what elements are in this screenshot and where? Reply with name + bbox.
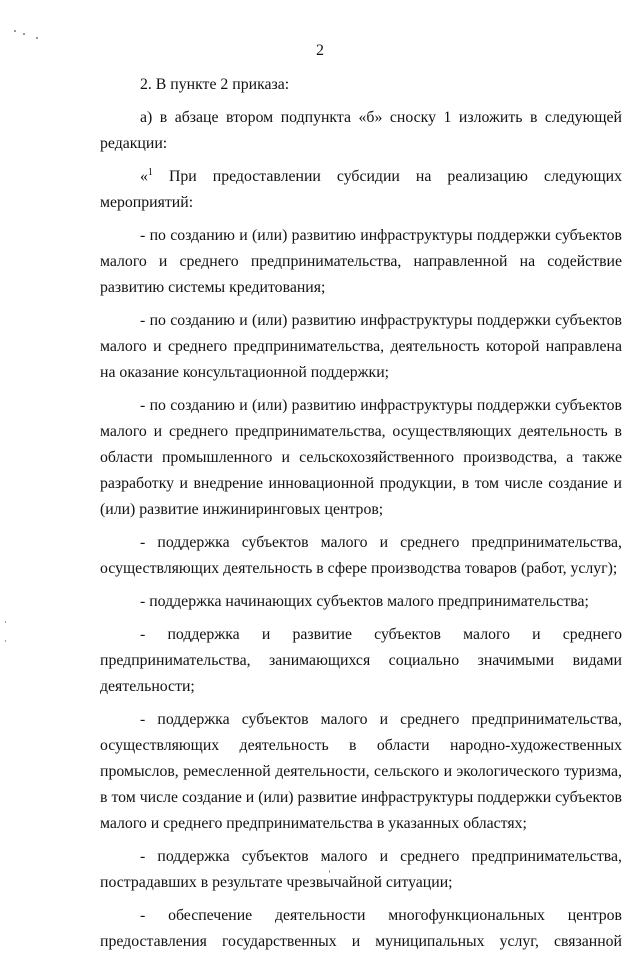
list-item: - обеспечение деятельности многофункциональных центров предоставления государственных и муниципальных услуг, связанной <box>100 907 622 950</box>
list-item: - по созданию и (или) развитию инфраструктуры поддержки субъектов малого и среднего предпринимательства, осуществляющих деятельность в области промышленного и сельскохозяйственного производства, а также разработку и внедрение инновационной продукции, в том числе создание и (или) развитие инжиниринговых центров; <box>100 397 622 518</box>
paragraph-item-2: 2. В пункте 2 приказа: <box>140 76 290 93</box>
scan-speck <box>5 640 6 642</box>
scan-speck <box>5 621 6 623</box>
footnote-marker: 1 <box>147 167 153 178</box>
list-item: - поддержка субъектов малого и среднего предпринимательства, пострадавших в результате чрезвычайной ситуации; <box>100 848 622 891</box>
scan-speck <box>14 30 16 32</box>
list-item: - поддержка начинающих субъектов малого предпринимательства; <box>140 593 589 610</box>
paragraph-subitem-a: а) в абзаце втором подпункта «б» сноску 1 изложить в следующей редакции: <box>100 109 622 152</box>
scan-speck <box>23 33 25 35</box>
list-item: - поддержка субъектов малого и среднего предпринимательства, осуществляющих деятельность в сфере производства товаров (работ, услуг); <box>100 534 622 577</box>
list-item: - поддержка и развитие субъектов малого и среднего предпринимательства, занимающихся социально значимыми видами деятельности; <box>100 626 622 695</box>
scan-speck <box>36 37 38 39</box>
list-item: - по созданию и (или) развитию инфраструктуры поддержки субъектов малого и среднего предпринимательства, деятельность которой направлена на оказание консультационной поддержки; <box>100 312 622 381</box>
open-quote: « <box>140 168 148 185</box>
list-item: - поддержка субъектов малого и среднего предпринимательства, осуществляющих деятельность в области народно-художественных промыслов, ремесленной деятельности, сельского и экологического туризма, в том числе создание и (или) развитие инфраструктуры поддержки субъектов малого и среднего предпринимательства в указанных областях; <box>100 711 622 832</box>
page-number: 2 <box>316 42 324 59</box>
footnote-intro <box>100 164 622 216</box>
list-item: - по созданию и (или) развитию инфраструктуры поддержки субъектов малого и среднего предпринимательства, направленной на содействие развитию системы кредитования; <box>100 227 622 296</box>
footnote-intro-text: При предоставлении субсидии на реализацию следующих мероприятий: <box>100 168 622 211</box>
document-body <box>100 72 622 955</box>
